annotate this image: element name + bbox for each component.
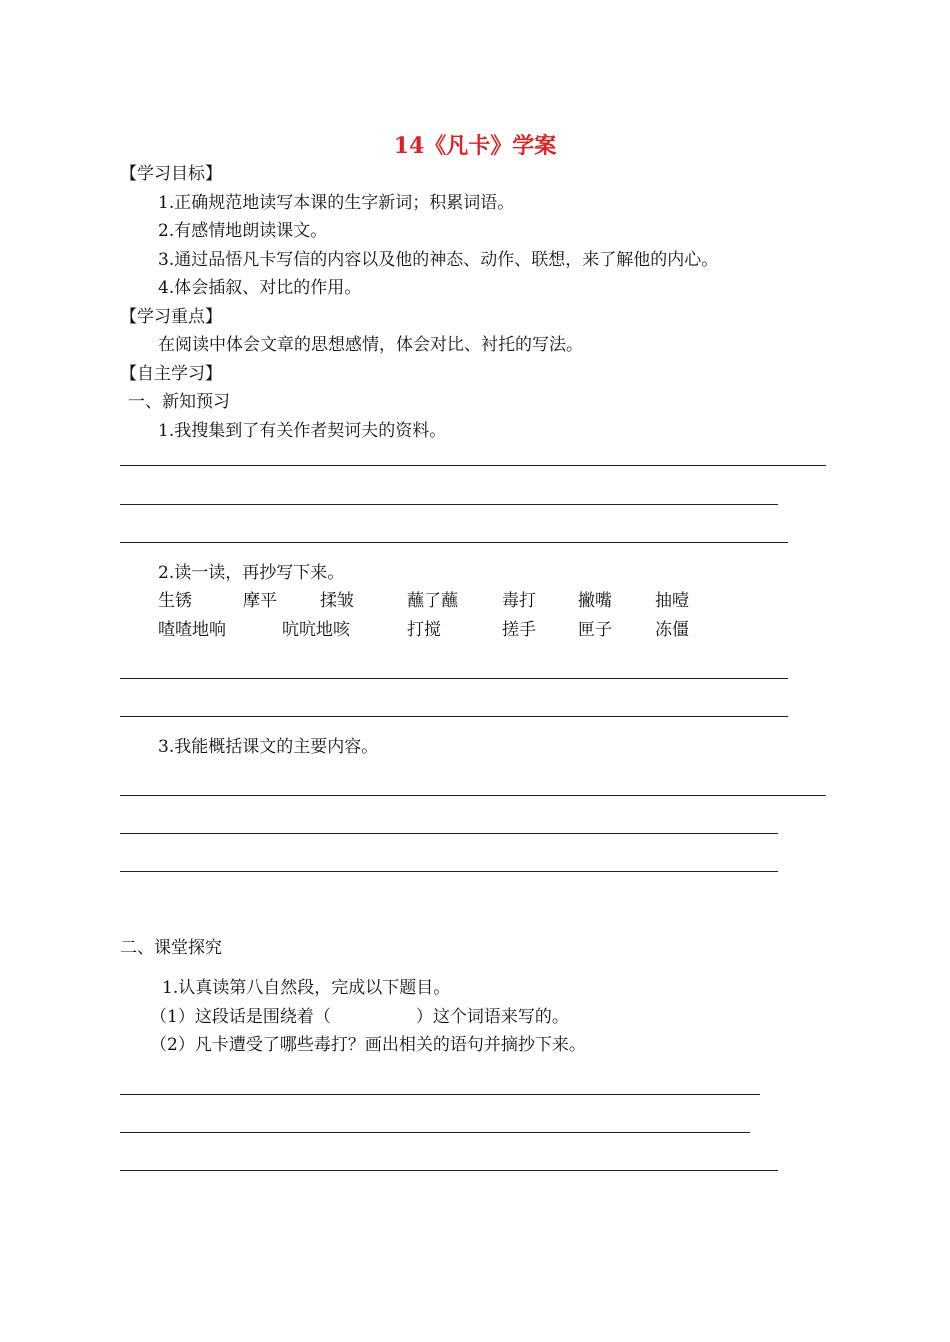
vocab-word: 打搅	[407, 620, 441, 640]
vocab-word: 蘸了蘸	[407, 591, 458, 611]
vocab-word: 生锈	[158, 591, 192, 611]
goals-header: 【学习目标】	[120, 164, 222, 184]
vocab-word: 撇嘴	[578, 591, 612, 611]
preview-header: 一、新知预习	[128, 392, 230, 412]
vocab-word: 搓手	[502, 620, 536, 640]
document-title: 14《凡卡》学案	[393, 133, 557, 159]
question-2: 2.读一读，再抄写下来。	[158, 563, 345, 583]
goal-item-3: 3.通过品悟凡卡写信的内容以及他的神态、动作、联想，来了解他的内心。	[158, 250, 719, 270]
inquiry-subquestion-2: （2）凡卡遭受了哪些毒打？画出相关的语句并摘抄下来。	[150, 1035, 586, 1055]
answer-line[interactable]	[120, 716, 788, 717]
answer-line[interactable]	[120, 1094, 760, 1095]
focus-header: 【学习重点】	[120, 307, 222, 327]
inquiry-question-1: 1.认真读第八自然段，完成以下题目。	[162, 978, 451, 998]
question-1: 1.我搜集到了有关作者契诃夫的资料。	[158, 421, 447, 441]
answer-line[interactable]	[120, 795, 826, 796]
self-study-header: 【自主学习】	[120, 364, 222, 384]
vocab-word: 吭吭地咳	[282, 620, 350, 640]
goal-item-1: 1.正确规范地读写本课的生字新词；积累词语。	[158, 193, 515, 213]
vocab-word: 匣子	[578, 620, 612, 640]
answer-line[interactable]	[120, 1132, 750, 1133]
answer-line[interactable]	[120, 678, 788, 679]
vocab-word: 喳喳地响	[158, 620, 226, 640]
answer-line[interactable]	[120, 871, 778, 872]
vocab-word: 揉皱	[320, 591, 354, 611]
answer-line[interactable]	[120, 504, 778, 505]
answer-line[interactable]	[120, 833, 778, 834]
inquiry-subquestion-1: （1）这段话是围绕着（ ）这个词语来写的。	[150, 1007, 569, 1027]
vocab-word: 冻僵	[655, 620, 689, 640]
vocab-word: 抽噎	[655, 591, 689, 611]
focus-text: 在阅读中体会文章的思想感情，体会对比、衬托的写法。	[158, 335, 583, 355]
class-inquiry-header: 二、课堂探究	[120, 938, 222, 958]
answer-line[interactable]	[120, 465, 826, 466]
vocab-word: 毒打	[502, 591, 536, 611]
goal-item-4: 4.体会插叙、对比的作用。	[158, 278, 362, 298]
goal-item-2: 2.有感情地朗读课文。	[158, 221, 328, 241]
answer-line[interactable]	[120, 1170, 778, 1171]
question-3: 3.我能概括课文的主要内容。	[158, 737, 379, 757]
answer-line[interactable]	[120, 542, 788, 543]
vocab-word: 摩平	[243, 591, 277, 611]
